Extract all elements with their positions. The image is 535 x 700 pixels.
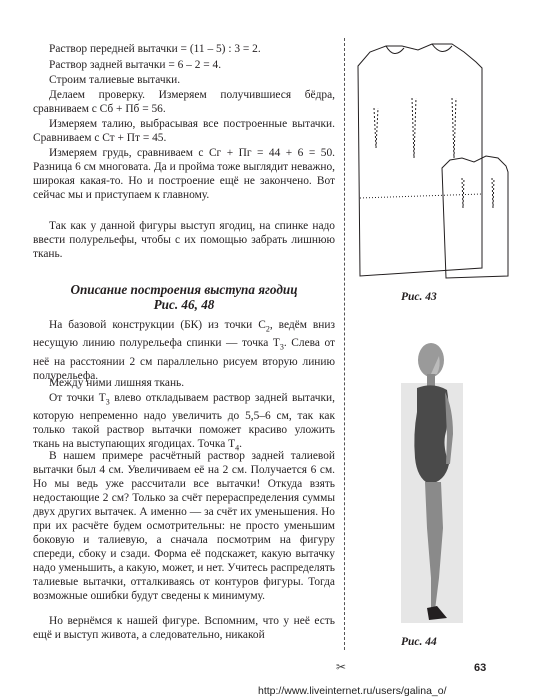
scissors-icon: ✂ xyxy=(336,660,347,674)
paragraph: Раствор задней вытачки = 6 – 2 = 4. xyxy=(49,59,222,71)
section-heading-figs: Рис. 46, 48 xyxy=(153,297,215,312)
section-heading: Описание построения выступа ягодиц xyxy=(70,282,298,297)
footer-url[interactable]: http://www.liveinternet.ru/users/galina_o/ xyxy=(258,685,447,697)
paragraph: Между ними лишняя ткань. xyxy=(49,377,185,389)
paragraph: Так как у данной фигуры выступ ягодиц, на спинке надо ввести полурельефы, чтобы с их помощью забрать лишнюю ткань. xyxy=(33,220,335,260)
paragraph: Измеряем грудь, сравниваем с Сг + Пг = 44 + 6 = 50. Разница 6 см многовата. Да и пройма тоже выглядит неважно, широкая какая-то. Но и построение ещё не закончено. Вот сейчас мы и приступаем к главному. xyxy=(33,147,335,201)
paragraph: Раствор передней вытачки = (11 – 5) : 3 = 2. xyxy=(49,43,261,55)
dress-pattern-figure xyxy=(352,38,522,283)
paragraph: Измеряем талию, выбрасывая все построенные вытачки. Сравниваем с Ст + Пт = 45. xyxy=(33,118,335,144)
figure-caption: Рис. 44 xyxy=(401,636,437,648)
figure-caption: Рис. 43 xyxy=(401,291,437,303)
dress-large-outline xyxy=(358,44,482,276)
paragraph: От точки $Т_3$ влево откладываем раствор задней вытачки, которую непременно надо увеличить до 5,5–6 см, так как только такой раствор вытачки поможет красиво уложить ткань на выступающих ягодицах. Точка $Т_4$. xyxy=(33,392,335,453)
column-divider xyxy=(344,38,345,650)
paragraph: Строим талиевые вытачки. xyxy=(49,74,181,86)
paragraph: На базовой конструкции (БК) из точки $С_2$, ведём вниз несущую линию полурельефа спинки — точка $Т_3$. Слева от неё на расстоянии 2 см параллельно рисуем вторую линию полурельефа. xyxy=(33,319,335,382)
dress-small-outline xyxy=(442,156,508,278)
page-number: 63 xyxy=(474,662,487,674)
paragraph: В нашем примере расчётный раствор задней талиевой вытачки был 4 см. Увеличиваем её на 2 см. Получается 6 см. Но мы ведь уже рассчитали все вытачки! Откуда взять недостающие 2 см? Только за счёт перераспределения суммы двух других вытачек. А именно — за счёт их уменьшения. Но при их расчёте будем осмотрительны: не просто уменьшим боковую и талиевую, а сначала посмотрим на фигуру спереди, сбоку и сзади. Форма её подскажет, какую вытачку надо уменьшить, а какую, может, и нет. Учитесь распределять талиевые вытачки, отталкиваясь от контуров фигуры. Тогда возможные ошибки будут сведены к минимуму. xyxy=(33,450,335,602)
woman-figure xyxy=(395,338,495,628)
paragraph: Но вернёмся к нашей фигуре. Вспомним, что у неё есть ещё и выступ живота, а следовательно, никакой xyxy=(33,615,335,641)
paragraph: Делаем проверку. Измеряем получившиеся бёдра, сравниваем с Сб + Пб = 56. xyxy=(33,89,335,115)
